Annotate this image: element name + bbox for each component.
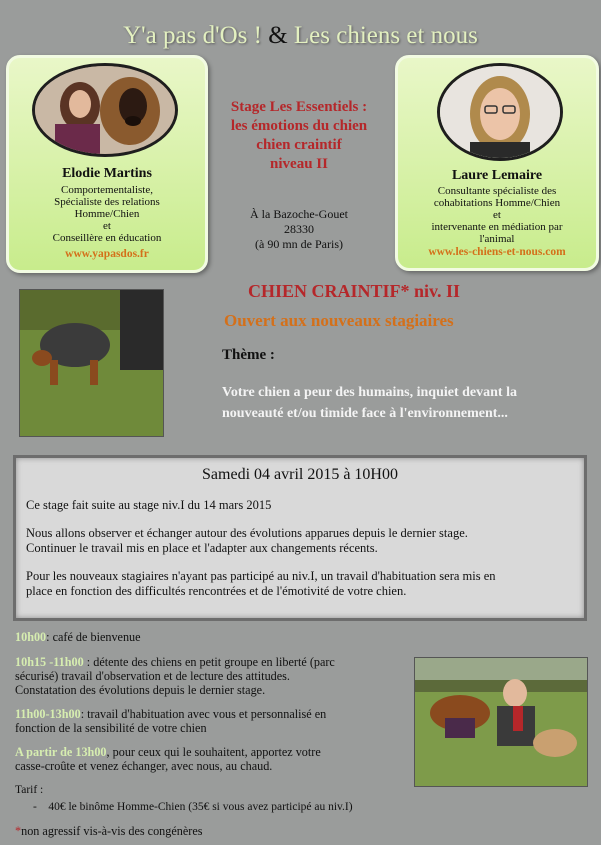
left-role-line: Comportementaliste,: [61, 184, 153, 196]
info-line: Pour les nouveaux stagiaires n'ayant pas participé au niv.I, un travail d'habituation sera mis en: [26, 569, 496, 583]
right-name: Laure Lemaire: [451, 168, 543, 183]
info-box: [13, 455, 587, 621]
tarif-text: 40€ le binôme Homme-Chien (35€ si vous avez participé au niv.I): [48, 801, 353, 813]
schedule-text: : détente des chiens en petit groupe en liberté (parc: [83, 655, 335, 669]
schedule-item: [15, 745, 410, 773]
schedule-text: casse-croûte et venez échanger, avec nous, au chaud.: [15, 759, 273, 773]
info-line: Continuer le travail mis en place et l'adapter aux changements récents.: [26, 541, 378, 555]
schedule-item: [15, 655, 410, 697]
left-role-line: Homme/Chien: [74, 208, 140, 220]
location-line: (à 90 mn de Paris): [255, 237, 343, 251]
schedule-text: Constatation des évolutions depuis le dernier stage.: [15, 683, 266, 697]
stage-line: les émotions du chien: [230, 118, 368, 134]
schedule-time: 10h00: [15, 630, 47, 644]
tarif-item: [15, 800, 410, 814]
info-paragraph-2: [26, 526, 574, 556]
title-ampersand: &: [268, 22, 288, 49]
theme-label: Thème :: [222, 347, 275, 363]
schedule-time: A partir de 13h00: [15, 745, 107, 759]
main-headline: CHIEN CRAINTIF* niv. II: [248, 281, 461, 301]
info-paragraph-3: [26, 569, 574, 599]
title-part-2: Les chiens et nous: [293, 22, 478, 49]
right-profile-card: [395, 55, 599, 271]
dog-photo-right: [414, 657, 588, 787]
right-role-line: et: [493, 209, 501, 221]
left-role-line: et: [103, 220, 111, 232]
stage-line: Stage Les Essentiels :: [230, 99, 368, 115]
schedule-text: : travail d'habituation avec vous et personnalisé en: [80, 707, 327, 721]
schedule-text: : café de bienvenue: [46, 630, 141, 644]
theme-line: Votre chien a peur des humains, inquiet devant la: [222, 385, 517, 400]
schedule-item: [15, 707, 410, 735]
footnote: [15, 824, 410, 838]
left-profile-card: [6, 55, 208, 273]
left-role-line: Spécialiste des relations: [54, 196, 160, 208]
stage-line: niveau II: [270, 156, 328, 172]
stage-line: chien craintif: [256, 137, 342, 153]
schedule-text: sécurisé) travail d'observation et de lecture des attitudes.: [15, 669, 290, 683]
date-title: Samedi 04 avril 2015 à 10H00: [202, 466, 398, 483]
location-line: À la Bazoche-Gouet: [250, 207, 348, 221]
schedule-item: [15, 630, 410, 644]
elodie-photo: [32, 63, 178, 157]
location-line: 28330: [284, 222, 314, 236]
tarif-label: Tarif :: [15, 784, 44, 796]
page-title: [0, 22, 601, 50]
title-part-1: Y'a pas d'Os !: [123, 22, 262, 49]
left-role: [9, 184, 205, 244]
info-line: Nous allons observer et échanger autour des évolutions apparues depuis le dernier stage.: [26, 526, 468, 540]
laure-photo: [437, 63, 563, 161]
schedule-time: 10h15 -11h00: [15, 655, 84, 669]
info-paragraph-1: Ce stage fait suite au stage niv.I du 14 mars 2015: [26, 498, 272, 512]
left-website-link[interactable]: www.yapasdos.fr: [65, 248, 149, 260]
right-role-line: Consultante spécialiste des: [437, 185, 557, 197]
dog-photo-left: [19, 289, 164, 437]
right-website-link[interactable]: www.les-chiens-et-nous.com: [428, 246, 566, 258]
right-role-line: intervenante en médiation par: [431, 221, 563, 233]
right-role-line: cohabitations Homme/Chien: [433, 197, 561, 209]
stage-title: [203, 98, 395, 174]
footnote-text: non agressif vis-à-vis des congénères: [21, 824, 203, 838]
schedule-text: , pour ceux qui le souhaitent, apportez votre: [106, 745, 321, 759]
stage-location: [203, 207, 395, 252]
theme-line: nouveauté et/ou timide face à l'environnement...: [222, 406, 508, 421]
schedule: [15, 630, 410, 838]
theme-text: [222, 382, 592, 424]
left-role-line: Conseillère en éducation: [52, 232, 162, 244]
schedule-time: 11h00-13h00: [15, 707, 81, 721]
sub-headline: Ouvert aux nouveaux stagiaires: [224, 311, 454, 330]
footnote-star: *: [15, 824, 22, 838]
bullet-dash: -: [33, 801, 37, 813]
info-line: place en fonction des difficultés rencontrées et de l'émotivité de votre chien.: [26, 584, 407, 598]
left-name: Elodie Martins: [62, 166, 152, 181]
right-role: [398, 185, 596, 245]
right-role-line: l'animal: [479, 233, 515, 245]
schedule-text: fonction de la sensibilité de votre chien: [15, 721, 207, 735]
